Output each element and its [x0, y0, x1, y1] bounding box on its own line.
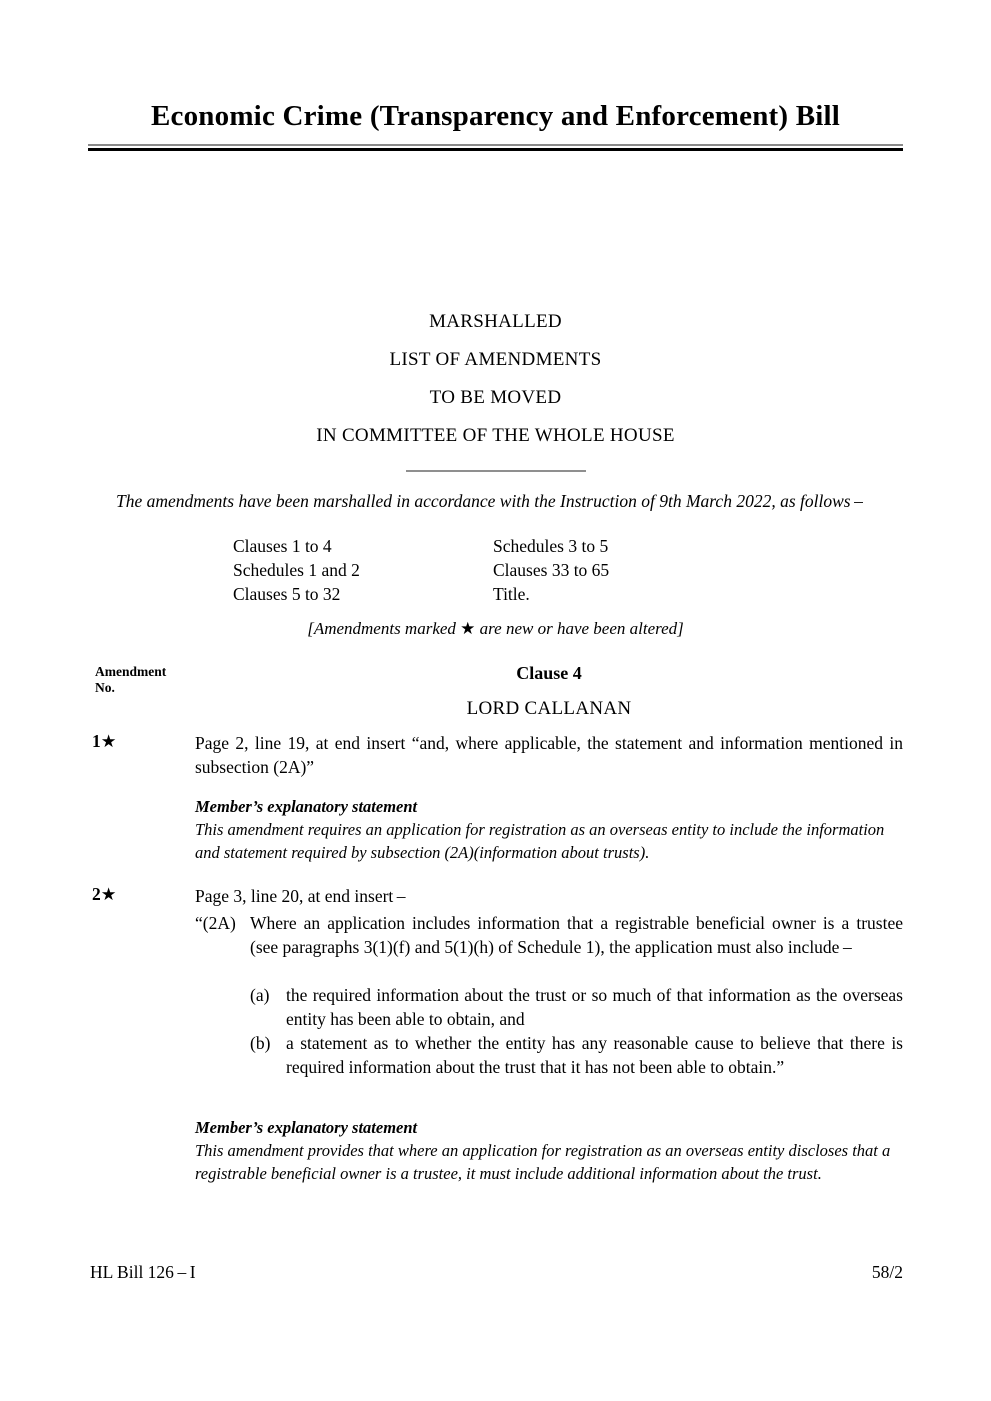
amendment-text-1: Page 2, line 19, at end insert “and, where applicable, the statement and information mentioned in subsection (2A)”	[195, 733, 903, 777]
star-note-before: [Amendments marked	[307, 619, 461, 638]
amendment-no-heading-line2: No.	[95, 680, 115, 695]
explanatory-statement-2	[195, 1116, 903, 1185]
amendment-no-heading-line1: Amendment	[95, 664, 167, 679]
clause-item: Clauses 5 to 32	[233, 584, 341, 604]
heading-block	[88, 303, 903, 455]
footer-page-number: 58/2	[871, 1262, 903, 1282]
amendment-text-2: Page 3, line 20, at end insert –	[195, 886, 406, 906]
subparagraph-item-marker: (a)	[250, 985, 270, 1005]
subparagraph-2a	[195, 911, 903, 959]
heading-line-1: MARSHALLED	[429, 311, 562, 332]
section-divider-rule	[406, 470, 586, 472]
star-legend-note	[88, 619, 903, 639]
clause-heading: Clause 4	[516, 663, 582, 683]
heading-line-3: TO BE MOVED	[429, 387, 562, 408]
amendment-number-value: 1	[92, 731, 101, 751]
subparagraph-item-marker: (b)	[250, 1033, 271, 1053]
clause-item: Clauses 1 to 4	[233, 536, 332, 556]
clause-item: Schedules 1 and 2	[233, 560, 360, 580]
subparagraph-item-b	[250, 1031, 903, 1079]
star-note-after: are new or have been altered]	[475, 619, 684, 638]
explanatory-statement-heading: Member’s explanatory statement	[195, 797, 418, 816]
member-name: LORD CALLANAN	[466, 698, 632, 719]
clause-column-right	[493, 534, 753, 606]
title-divider-thick-rule	[88, 148, 903, 151]
heading-line-2: LIST OF AMENDMENTS	[389, 349, 602, 370]
star-icon: ★	[460, 619, 476, 638]
explanatory-statement-1	[195, 795, 903, 864]
explanatory-statement-heading: Member’s explanatory statement	[195, 1118, 418, 1137]
star-icon: ★	[100, 731, 117, 751]
subparagraph-item-text: the required information about the trust or so much of that information as the overseas entity has been able to obtain, and	[286, 985, 903, 1029]
explanatory-statement-body: This amendment requires an application for registration as an overseas entity to include the information and statement required by subsection (2A)(information about trusts).	[195, 820, 885, 862]
subparagraph-text: Where an application includes information that a registrable beneficial owner is a trustee (see paragraphs 3(1)(f) and 5(1)(h) of Schedule 1), the application must also include –	[250, 913, 903, 957]
amendment-number-value: 2	[92, 884, 101, 904]
footer-bill-number: HL Bill 126 – I	[90, 1262, 196, 1282]
explanatory-statement-body: This amendment provides that where an application for registration as an overseas entity discloses that a registrable beneficial owner is a trustee, it must include additional information about the trust.	[195, 1141, 891, 1183]
amendment-number-2	[92, 884, 192, 905]
clause-列-list	[233, 534, 753, 606]
star-icon: ★	[100, 884, 117, 904]
page-title: Economic Crime (Transparency and Enforcement) Bill	[150, 100, 841, 132]
subparagraph-marker: “(2A)	[195, 913, 236, 933]
heading-line-4: IN COMMITTEE OF THE WHOLE HOUSE	[316, 425, 675, 446]
clause-item: Clauses 33 to 65	[493, 560, 610, 580]
clause-item: Schedules 3 to 5	[493, 536, 609, 556]
subparagraph-item-text: a statement as to whether the entity has any reasonable cause to believe that there is required information about the trust that it has not been able to obtain.”	[286, 1033, 903, 1077]
subparagraph-item-a	[250, 983, 903, 1031]
clause-item: Title.	[493, 584, 530, 604]
instruction-paragraph: The amendments have been marshalled in accordance with the Instruction of 9th March 2022, as follows –	[116, 491, 863, 511]
clause-column-left	[233, 534, 493, 606]
amendment-number-1	[92, 731, 192, 752]
title-divider	[88, 144, 903, 151]
